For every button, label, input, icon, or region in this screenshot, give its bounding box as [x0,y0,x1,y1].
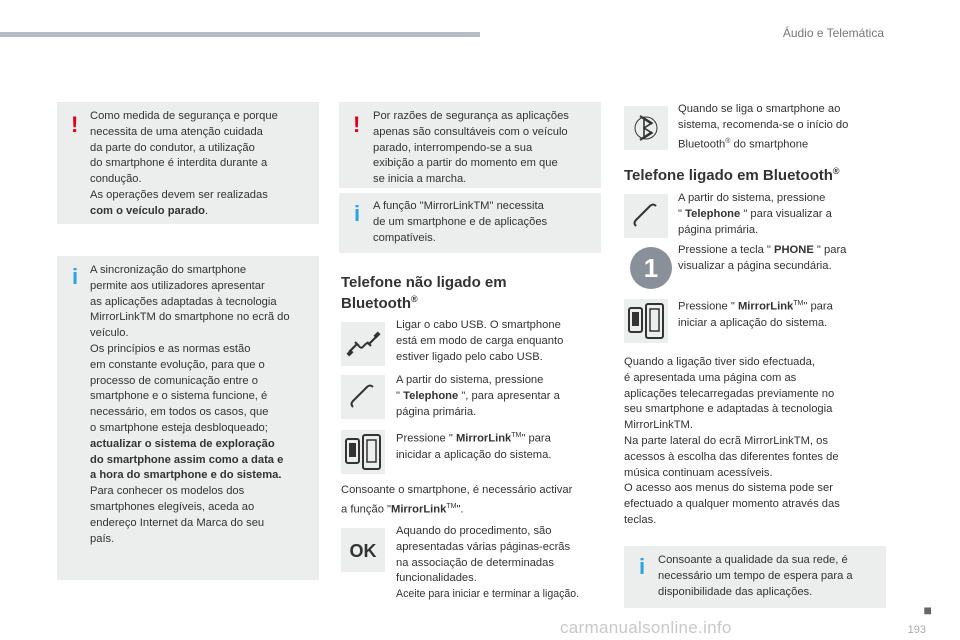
info-box-mirrorlink [339,193,601,253]
warning-box-apps [339,102,601,188]
step-mirrorlink-text: Pressione " MirrorLink™" para inicidar a aplicação do sistema. [396,432,552,461]
info-text: A sincronização do smartphone permite aos utilizadores apresentar as aplicações adaptadas à tecnologia MirrorLinkTM do smartphone no ecrã do veículo. Os princípios e as normas estão em constante evolução, para que o processo de comunicação entre o smartphone e o sistema funcione, é necessário, em todos os casos, que o smartphone esteja desbloqueado; actualizar o sistema de exploração do smartphone assim como a data e a hora do smartphone e do sistema. Para conhecer os modelos dos smartphones elegíveis, aceda ao endereço Internet da Marca do seu país. [90,264,290,545]
step-ok-text: Aquando do procedimento, são apresentadas várias páginas-ecrãs na associação de determinadas funcionalidades. Aceite para iniciar e terminar a ligação. [396,525,580,601]
info-icon: i [639,554,646,579]
warning-text: Por razões de segurança as aplicações apenas são consultáveis com o veículo parado, interrompendo-se a sua exibição a partir do momento em que se inicia a marcha. [373,110,569,186]
mirrorlink-icon [341,430,385,474]
connected-step-telephone-text: A partir do sistema, pressione " Telephone " para visualizar a página primária. [678,192,832,236]
warning-icon: ! [71,112,79,137]
phone-handset-icon [624,194,668,238]
heading-connected: Telefone ligado em Bluetooth® [624,166,840,184]
info-icon: i [72,264,79,289]
heading-not-connected: Telefone não ligado em Bluetooth® [341,274,507,312]
watermark: carmanualsonline.info [560,618,732,637]
info-text: A função "MirrorLinkTM" necessita de um smartphone e de aplicações compatíveis. [373,200,548,244]
page-number: 193 [907,624,926,636]
warning-icon: ! [353,112,361,137]
ok-icon [341,528,385,572]
svg-text:OK: OK [349,541,377,561]
step-usb-text: Ligar o cabo USB. O smartphone está em modo de carga enquanto estiver ligado pelo cabo USB. [396,319,564,363]
warning-text: Como medida de segurança e porque necessita de uma atenção cuidada da parte do condutor, a utilização do smartphone é interdita durante a condução. As operações devem ser realizadas com o veículo parado. [90,110,278,217]
bluetooth-step-text: Quando se liga o smartphone ao sistema, recomenda-se o início do Bluetooth® do smartphone [678,103,849,151]
phone-handset-icon [341,375,385,419]
info-box-sync [57,256,319,580]
connected-paragraph: Quando a ligação tiver sido efectuada, é apresentada uma página com as aplicações telecarregadas previamente no seu smartphone e adaptadas à tecnologia MirrorLinkTM. Na parte lateral do ecrã MirrorLinkTM, os acessos à escolha das diferentes fontes de música continuam acessíveis. O acesso aos menus do sistema pode ser efectuado a qualquer momento através das teclas. [624,356,840,526]
usb-cable-icon [341,322,385,366]
note-activate-mirrorlink: Consoante o smartphone, é necessário activar a função "MirrorLink™". [341,484,573,516]
step-telephone-text: A partir do sistema, pressione " Telephone ", para apresentar a página primária. [396,374,560,418]
page-marker: ■ [923,602,932,618]
step-badge: 1 [630,247,672,289]
info-box-network [624,546,886,608]
info-text: Consoante a qualidade da sua rede, é necessário um tempo de espera para a disponibilidade das aplicações. [658,554,853,598]
header-bar [0,32,480,37]
info-icon: i [354,201,361,226]
bluetooth-icon [624,106,668,150]
connected-step-phone-text: Pressione a tecla " PHONE " para visualizar a página secundária. [678,244,847,272]
warning-box-driving [57,102,319,224]
connected-step-mirrorlink-text: Pressione " MirrorLink™" para iniciar a aplicação do sistema. [678,300,833,329]
section-title: Áudio e Telemática [782,26,884,40]
mirrorlink-icon [624,299,668,343]
